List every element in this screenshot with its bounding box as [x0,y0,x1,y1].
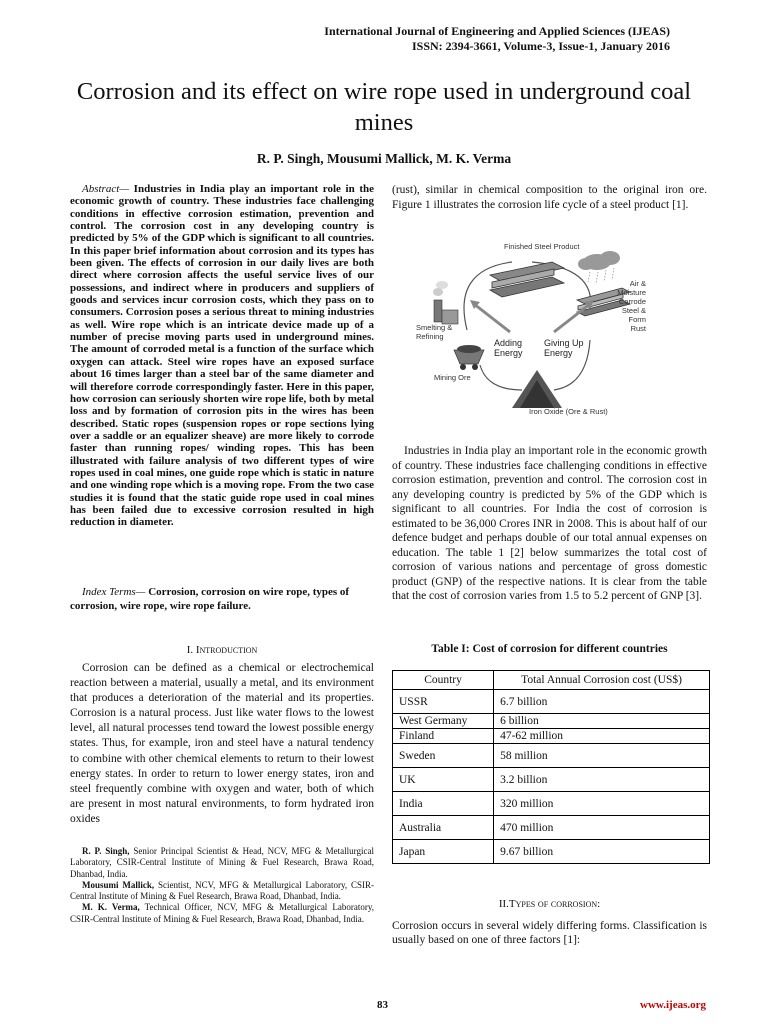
cell-cost: 470 million [494,816,710,840]
cell-cost: 6.7 billion [494,690,710,714]
cell-country: Australia [393,816,494,840]
cell-cost: 9.67 billion [494,840,710,864]
corrosion-cycle-diagram [412,240,652,420]
section2-heading-text: Types of corrosion: [508,898,601,910]
footnote-mallick [70,880,374,903]
steel-beam-icon [490,262,564,297]
india-corrosion-paragraph: Industries in India play an important role in the economic growth of country. These industries face challenging conditions in effective corrosion estimation, prevention and control. The corrosion cost in any developing country is predicted by 5% of the GDP which is significant to all countries. For India the cost of corrosion is estimated to be 36,000 Crores INR in 2008. This is about half of our defence budget and perhaps double of our total annual expenses on education. The table 1 [2] below summarizes the total cost of corrosion of various nations and percentage of gross domestic product (GNP) of the respective nations. It is clear from the table that the cost of corrosion varies from 1.5 to 5.2 percent of GNP [3]. [392,445,707,602]
adding-energy-arrow [474,304,510,332]
cell-country: USSR [393,690,494,714]
cell-country: Finland [393,729,494,744]
factory-icon [433,281,458,324]
table-row [393,729,710,744]
cell-cost: 58 million [494,744,710,768]
cell-country: UK [393,768,494,792]
label-air-moisture-2: Moisture [617,288,646,297]
label-mining-ore: Mining Ore [434,373,471,382]
table-caption: Table I: Cost of corrosion for different countries [431,643,668,655]
index-terms-lead: Index Terms— [82,586,146,598]
table-row [393,816,710,840]
journal-header [324,24,670,54]
cell-country: West Germany [393,714,494,729]
label-air-moisture-5: Form [628,315,646,324]
table-row [393,690,710,714]
abstract [70,183,374,529]
label-air-moisture-4: Steel & [621,306,646,315]
table-row [393,744,710,768]
header-cost: Total Annual Corrosion cost (US$) [494,671,710,690]
cloud-icon [578,251,620,284]
cell-cost: 3.2 billion [494,768,710,792]
abstract-lead: Abstract— [82,183,130,195]
label-giving-energy-1: Giving Up [544,338,584,348]
footnote-name: M. K. Verma, [82,902,140,913]
table-row [393,792,710,816]
section2-text: Corrosion occurs in several widely differing forms. Classification is usually based on one of three factors [1]: [392,920,707,947]
footnote-name: R. P. Singh, [82,846,130,856]
index-terms-text: Corrosion, corrosion on wire rope, types of corrosion, wire rope, wire rope failure. [70,586,350,612]
cycle-arc-bottom-left [480,365,522,390]
intro-heading [70,644,374,656]
giving-energy-arrow [554,304,590,332]
label-smelting-1: Smelting & [416,323,453,332]
index-terms [70,586,374,613]
label-air-moisture-1: Air & [629,279,646,288]
label-iron-oxide: Iron Oxide (Ore & Rust) [529,407,608,416]
cell-cost: 47-62 million [494,729,710,744]
footnote-text: Technical Officer, NCV, MFG & Metallurgical Laboratory, CSIR-Central Institute of Mining & Fuel Research, Brawa Road, Dhanbad, India. [70,902,374,924]
cell-cost: 320 million [494,792,710,816]
journal-issn: ISSN: 2394-3661, Volume-3, Issue-1, January 2016 [411,39,670,53]
label-giving-energy-2: Energy [544,348,573,358]
label-air-moisture-6: Rust [630,324,646,333]
section2-heading [392,898,707,910]
author-footnotes [70,846,374,925]
table-row [393,768,710,792]
table-row [393,714,710,729]
intro-number: I. [186,644,196,656]
label-adding-energy-2: Energy [494,348,523,358]
label-air-moisture-3: Corrode [618,297,646,306]
abstract-text: Industries in India play an important role in the economic growth of country. These industries face challenging conditions in effective corrosion estimation, prevention and control. The corrosion cost in any developing country is predicted by 5% of the GDP which is significant to all countries. In this paper brief information about corrosion and its types has been given. The effects of corrosion in our daily lives are both direct where corrosion affects the useful service lives of our possessions, and indirect where in producers and suppliers of goods and services incur corrosion costs, which they pass on to consumers. Corrosion poses a serious threat to mining industries as well. Wire rope which is an intricate device made up of a number of precise moving parts used in underground mines. The amount of corroded metal is a function of the surface which oxygen can attack. Steel wire ropes have an exposed surface about 16 times larger than a steel bar of the same diameter and will therefore corrode correspondingly faster. Here in this paper, how corrosion can seriously shorten wire rope life, both by metal loss and by formation of corrosion pits in the wires has been described. Static ropes (suspension ropes or rope sections lying over a saddle or an equalizer sheave) are more likely to corrode faster than running ropes/ winding ropes. This has been illustrated with failure analysis of two different types of wire ropes used in coal mines, one guide rope which is static in nature and one winding rope which is a moving rope. From the two case studies it is found that the static guide rope used in coal mines has been failed due to excessive corrosion resulted in high reduction in diameter. [70,183,374,529]
cell-country: Japan [393,840,494,864]
intro-text: Corrosion can be defined as a chemical or electrochemical reaction between a material, usually a metal, and its environment that produces a deterioration of the material and its properties. Corrosion is a natural process. Just like water flows to the lowest level, all natural processes tend toward the lowest possible energy states. Thus, for example, iron and steel have a natural tendency to combine with other chemical elements to return to their lowest energy states. In order to return to lower energy states, iron and steel frequently combine with oxygen and water, both of which are present in most natural environments, to form hydrated iron oxides [70,662,374,825]
footnote-verma [70,902,374,925]
footnote-singh [70,846,374,880]
label-finished-product: Finished Steel Product [504,242,580,251]
header-country: Country [393,671,494,690]
table-row [393,840,710,864]
paper-title: Corrosion and its effect on wire rope used in underground coal mines [76,78,692,136]
ore-pile-icon [512,370,562,408]
corrosion-cost-table [392,670,710,864]
page-number: 83 [377,999,388,1011]
footnote-name: Mousumi Mallick, [82,879,155,890]
intro-heading-text: Introduction [195,644,258,656]
label-adding-energy-1: Adding [494,338,523,348]
cell-country: Sweden [393,744,494,768]
table-header-row [393,671,710,690]
paper-authors: R. P. Singh, Mousumi Mallick, M. K. Verma [256,151,512,166]
label-smelting-2: Refining [416,332,444,341]
footnote-text: Senior Principal Scientist & Head, NCV, MFG & Metallurgical Laboratory, CSIR-Central Institute of Mining & Fuel Research, Brawa Road, Dhanbad, India. [70,846,374,879]
cell-cost: 6 billion [494,714,710,729]
journal-url-link[interactable]: www.ijeas.org [640,999,706,1011]
cell-country: India [393,792,494,816]
mine-cart-icon [454,345,484,370]
corrosion-cycle-figure [412,240,652,420]
journal-name: International Journal of Engineering and Applied Sciences (IJEAS) [324,24,670,38]
section2-number: II. [498,898,509,910]
intro-continued: (rust), similar in chemical composition to the original iron ore. Figure 1 illustrates the corrosion life cycle of a steel product [1]. [392,184,707,211]
footnote-text: Scientist, NCV, MFG & Metallurgical Laboratory, CSIR-Central Institute of Mining & Fuel Research, Brawa Road, Dhanbad, India. [70,879,374,902]
